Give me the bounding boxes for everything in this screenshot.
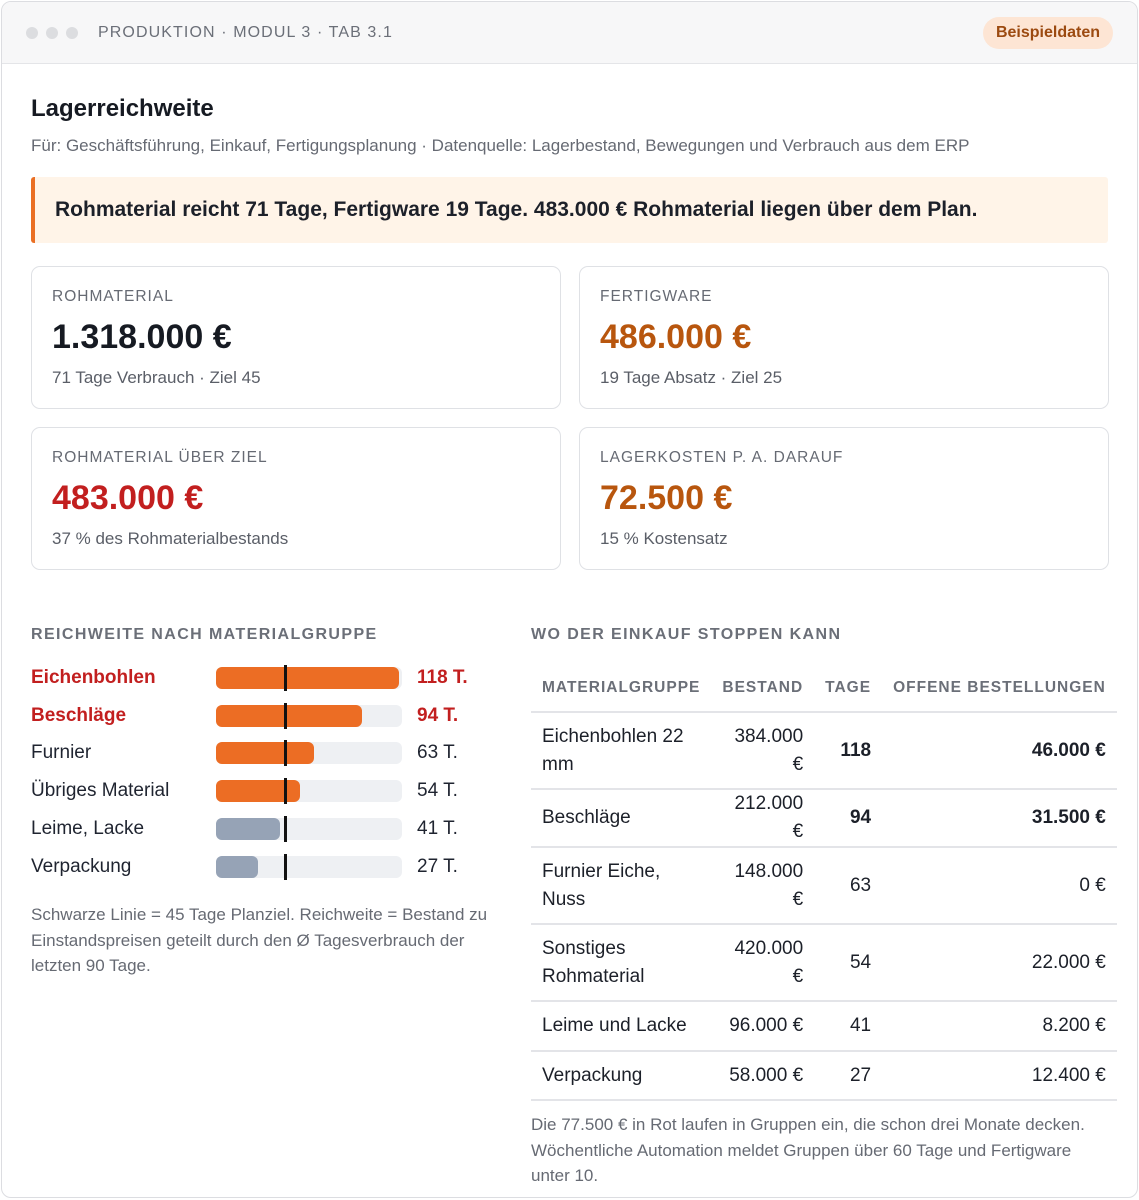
- kpi-card-finished-goods: [579, 266, 1109, 409]
- reach-bar-label: Leime, Lacke: [31, 817, 145, 839]
- reach-bar-value: 27 T.: [417, 855, 458, 877]
- reach-bar-label: Eichenbohlen: [31, 667, 156, 688]
- kpi-value: 483.000 €: [52, 479, 204, 517]
- page-title: Lagerreichweite: [31, 95, 214, 122]
- kpi-label: ROHMATERIAL ÜBER ZIEL: [52, 449, 268, 466]
- reach-bar-row: [31, 666, 491, 690]
- cell-material-group: Eichenbohlen 22 mm: [531, 712, 711, 789]
- title-bar: [2, 2, 1137, 64]
- reach-bar-track: [216, 780, 402, 802]
- reach-bar-fill: [216, 856, 258, 878]
- table-row[interactable]: [531, 847, 1117, 924]
- key-message-callout: [31, 177, 1108, 243]
- cell-days: 118: [814, 712, 882, 789]
- kpi-subtext: 15 % Kostensatz: [600, 529, 728, 549]
- reach-section-title: REICHWEITE NACH MATERIALGRUPPE: [31, 626, 378, 643]
- stop-panel: [531, 626, 1111, 1185]
- table-header-row: [531, 664, 1117, 712]
- minimize-window-dot[interactable]: [46, 27, 58, 39]
- cell-days: 41: [814, 1001, 882, 1051]
- target-line-marker: [284, 854, 287, 880]
- key-message-text: Rohmaterial reicht 71 Tage, Fertigware 19 Tage. 483.000 € Rohmaterial liegen über dem Plan.: [55, 198, 978, 221]
- column-header-days[interactable]: TAGE: [814, 664, 882, 712]
- target-line-marker: [284, 703, 287, 729]
- kpi-value: 1.318.000 €: [52, 318, 232, 356]
- table-row[interactable]: [531, 712, 1117, 789]
- kpi-value: 486.000 €: [600, 318, 752, 356]
- target-line-marker: [284, 665, 287, 691]
- table-row[interactable]: [531, 1001, 1117, 1051]
- app-window: [1, 1, 1138, 1198]
- cell-material-group: Leime und Lacke: [531, 1001, 711, 1051]
- reach-panel: [31, 626, 491, 976]
- kpi-grid: [31, 266, 1108, 570]
- reach-bar-track: [216, 818, 402, 840]
- reach-bar-fill: [216, 705, 362, 727]
- reach-bar-row: [31, 779, 491, 803]
- kpi-subtext: 37 % des Rohmaterialbestands: [52, 529, 289, 549]
- target-line-marker: [284, 778, 287, 804]
- kpi-card-over-target: [31, 427, 561, 570]
- close-window-dot[interactable]: [26, 27, 38, 39]
- target-line-marker: [284, 816, 287, 842]
- cell-stock: 212.000 €: [711, 789, 814, 847]
- cell-open-orders: 46.000 €: [882, 712, 1117, 789]
- cell-days: 54: [814, 924, 882, 1001]
- column-header-open-orders[interactable]: OFFENE BESTELLUNGEN: [882, 664, 1117, 712]
- cell-material-group: Furnier Eiche, Nuss: [531, 847, 711, 924]
- stop-section-title: WO DER EINKAUF STOPPEN KANN: [531, 626, 842, 643]
- reach-bar-label: Verpackung: [31, 855, 132, 877]
- table-row[interactable]: [531, 1051, 1117, 1100]
- cell-days: 94: [814, 789, 882, 847]
- reach-bar-label: Übriges Material: [31, 780, 170, 802]
- reach-bar-fill: [216, 780, 300, 802]
- reach-bar-label: Furnier: [31, 742, 92, 764]
- reach-bar-track: [216, 705, 402, 727]
- kpi-label: LAGERKOSTEN P. A. DARAUF: [600, 449, 844, 466]
- breadcrumb: PRODUKTION · MODUL 3 · TAB 3.1: [98, 23, 393, 41]
- cell-stock: 96.000 €: [711, 1001, 814, 1051]
- reach-bar-track: [216, 742, 402, 764]
- reach-bar-row: [31, 855, 491, 879]
- reach-bar-row: [31, 704, 491, 728]
- kpi-card-storage-cost: [579, 427, 1109, 570]
- reach-bar-fill: [216, 667, 399, 689]
- kpi-label: ROHMATERIAL: [52, 288, 174, 305]
- reach-bar-value: 94 T.: [417, 704, 459, 726]
- kpi-value: 72.500 €: [600, 479, 733, 517]
- reach-footnote: Schwarze Linie = 45 Tage Planziel. Reichweite = Bestand zu Einstandspreisen geteilt durch den Ø Tagesverbrauch der letzten 90 Tage.: [31, 905, 488, 976]
- reach-bar-row: [31, 817, 491, 841]
- kpi-card-raw-material: [31, 266, 561, 409]
- cell-stock: 148.000 €: [711, 847, 814, 924]
- cell-open-orders: 22.000 €: [882, 924, 1117, 1001]
- cell-days: 27: [814, 1051, 882, 1100]
- purchase-stop-table: [531, 664, 1117, 1101]
- table-row[interactable]: [531, 924, 1117, 1001]
- reach-bar-row: [31, 741, 491, 765]
- cell-open-orders: 12.400 €: [882, 1051, 1117, 1100]
- cell-stock: 420.000 €: [711, 924, 814, 1001]
- main-content: [2, 95, 1137, 1198]
- column-header-group[interactable]: MATERIALGRUPPE: [531, 664, 711, 712]
- lower-section: [31, 598, 1108, 1198]
- cell-stock: 384.000 €: [711, 712, 814, 789]
- cell-open-orders: 0 €: [882, 847, 1117, 924]
- reach-bar-label: Beschläge: [31, 704, 127, 726]
- reach-bar-value: 118 T.: [417, 667, 468, 688]
- cell-open-orders: 31.500 €: [882, 789, 1117, 847]
- sample-data-badge: Beispieldaten: [983, 17, 1113, 49]
- cell-material-group: Verpackung: [531, 1051, 711, 1100]
- kpi-subtext: 19 Tage Absatz · Ziel 25: [600, 368, 783, 388]
- cell-open-orders: 8.200 €: [882, 1001, 1117, 1051]
- reach-bar-value: 63 T.: [417, 742, 458, 764]
- cell-stock: 58.000 €: [711, 1051, 814, 1100]
- kpi-label: FERTIGWARE: [600, 288, 713, 305]
- table-row[interactable]: [531, 789, 1117, 847]
- reach-bar-fill: [216, 742, 314, 764]
- cell-material-group: Sonstiges Rohmaterial: [531, 924, 711, 1001]
- target-line-marker: [284, 740, 287, 766]
- window-controls: [26, 27, 78, 39]
- cell-material-group: Beschläge: [531, 789, 711, 847]
- reach-bar-value: 54 T.: [417, 780, 458, 802]
- zoom-window-dot[interactable]: [66, 27, 78, 39]
- reach-bar-fill: [216, 818, 280, 840]
- column-header-stock[interactable]: BESTAND: [711, 664, 814, 712]
- reach-bar-track: [216, 856, 402, 878]
- reach-bar-value: 41 T.: [417, 817, 458, 839]
- reach-bar-track: [216, 667, 402, 689]
- kpi-subtext: 71 Tage Verbrauch · Ziel 45: [52, 368, 261, 388]
- cell-days: 63: [814, 847, 882, 924]
- page-subtitle: Für: Geschäftsführung, Einkauf, Fertigungsplanung · Datenquelle: Lagerbestand, Bewegungen und Verbrauch aus dem ERP: [31, 136, 970, 155]
- stop-footnote: Die 77.500 € in Rot laufen in Gruppen ein, die schon drei Monate decken. Wöchentliche Automation meldet Gruppen über 60 Tage und Fertigware unter 10.: [531, 1115, 1085, 1185]
